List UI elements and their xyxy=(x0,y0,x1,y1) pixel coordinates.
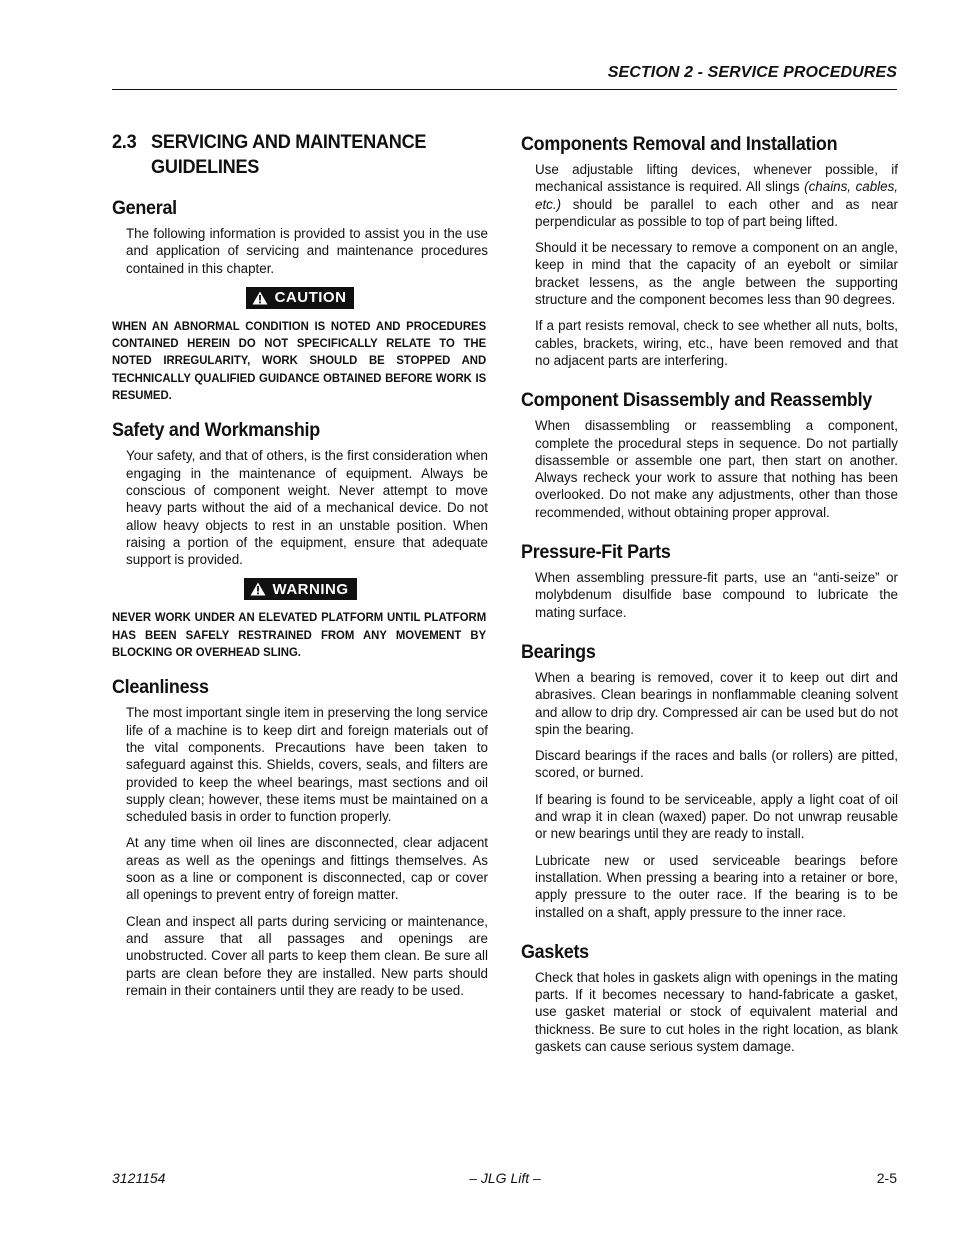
section-number: 2.3 xyxy=(112,131,137,153)
gaskets-heading: Gaskets xyxy=(521,940,589,963)
pressure-fit-heading: Pressure-Fit Parts xyxy=(521,541,671,564)
removal-heading: Components Removal and Installation xyxy=(521,133,838,155)
removal-paragraph-3: If a part resists removal, check to see whether all nuts, bolts, cables, brackets, wiring, etc., have been removed and that no adjacent parts are interfering. xyxy=(535,318,898,368)
caution-banner-wrap xyxy=(112,287,488,310)
gaskets-paragraph: Check that holes in gaskets align with openings in the mating parts. If it becomes necessary to hand-fabricate a gasket, use gasket material or stock of equivalent material and thickness. Be sure to cut holes in the right location, as blank gaskets can cause serious system damage. xyxy=(535,969,898,1054)
warning-label: WARNING xyxy=(272,580,349,598)
caution-banner xyxy=(246,287,355,309)
warning-triangle-icon xyxy=(250,582,266,596)
caution-label: CAUTION xyxy=(274,289,347,307)
bearings-paragraph-3: If bearing is found to be serviceable, apply a light coat of oil and wrap it in clean (waxed) paper. Do not unwrap reusable or new bearings until they are ready to install. xyxy=(535,791,898,842)
warning-text: NEVER WORK UNDER AN ELEVATED PLATFORM UNTIL PLATFORM HAS BEEN SAFELY RESTRAINED FROM ANY MOVEMENT BY BLOCKING OR OVERHEAD SLING. xyxy=(112,610,487,660)
warning-banner-wrap xyxy=(112,578,488,601)
bearings-heading: Bearings xyxy=(521,640,596,663)
bearings-paragraph-1: When a bearing is removed, cover it to keep out dirt and abrasives. Clean bearings in nonflammable cleaning solvent and allow to drip dry. Compressed air can be used but do not spin the bearing. xyxy=(535,669,898,737)
footer-doc-number: 3121154 xyxy=(112,1170,166,1186)
general-heading: General xyxy=(112,197,177,219)
cleanliness-paragraph-3: Clean and inspect all parts during servicing or maintenance, and assure that all passages and openings are unobstructed. Cover all parts to keep them clean. Be sure all parts are clean before they are installed. New parts should remain in their containers until they are ready to be used. xyxy=(126,913,488,998)
header-section-title: SECTION 2 - SERVICE PROCEDURES xyxy=(607,64,897,81)
pressure-fit-paragraph: When assembling pressure-fit parts, use an “anti-seize” or molybdenum disulfide base compound to lubricate the mating surface. xyxy=(535,570,898,620)
disassembly-heading: Component Disassembly and Reassembly xyxy=(521,389,872,412)
removal-paragraph-1: Use adjustable lifting devices, whenever possible, if mechanical assistance is required. All slings (chains, cables, etc.) should be parallel to each other and as near perpendicular as possible to top of part being lifted. xyxy=(535,162,898,229)
warning-banner xyxy=(244,578,357,600)
header-rule xyxy=(112,89,897,90)
safety-heading: Safety and Workmanship xyxy=(112,419,320,442)
disassembly-paragraph: When disassembling or reassembling a component, complete the procedural steps in sequence. Do not partially disassemble or assemble one part, then start on another. Always recheck your work to assure that nothing has been overlooked. Do not make any adjustments, other than those recommended, without obtaining proper approval. xyxy=(535,418,898,520)
cleanliness-paragraph-1: The most important single item in preserving the long service life of a machine is to keep dirt and foreign materials out of the vital components. Precautions have been taken to safeguard against this. Shields, covers, seals, and filters are provided to keep the wheel bearings, mast sections and oil supply clean; however, these items must be maintained on a scheduled basis in order to function properly. xyxy=(126,705,488,825)
right-column xyxy=(521,130,898,1064)
footer-center-text: – JLG Lift – xyxy=(469,1170,541,1186)
cleanliness-heading: Cleanliness xyxy=(112,676,209,699)
section-heading xyxy=(112,130,462,180)
removal-paragraph-2: Should it be necessary to remove a component on an angle, keep in mind that the capacity of an eyebolt or similar bracket lessens, as the angle between the supporting structure and the component becomes less than 90 degrees. xyxy=(535,240,898,308)
general-paragraph: The following information is provided to assist you in the use and application of servicing and maintenance procedures contained in this chapter. xyxy=(126,226,488,276)
cleanliness-paragraph-2: At any time when oil lines are disconnected, clear adjacent areas as well as the openings and fittings themselves. As soon as a line or component is disconnected, cap or cover all openings to prevent entry of foreign matter. xyxy=(126,835,488,903)
left-column xyxy=(112,130,488,1008)
safety-paragraph: Your safety, and that of others, is the first consideration when engaging in the maintenance of equipment. Always be conscious of component weight. Never attempt to move heavy parts without the aid of a mechanical device. Do not allow heavy objects to rest in an unstable position. When raising a portion of the equipment, ensure that adequate support is provided. xyxy=(126,448,488,568)
bearings-paragraph-4: Lubricate new or used serviceable bearings before installation. When pressing a bearing into a retainer or bore, apply pressure to the outer race. If the bearing is to be installed on a shaft, apply pressure to the inner race. xyxy=(535,852,898,920)
section-title: SERVICING AND MAINTENANCE GUIDELINES xyxy=(151,131,427,178)
bearings-paragraph-2: Discard bearings if the races and balls (or rollers) are pitted, scored, or burned. xyxy=(535,748,898,781)
caution-text: WHEN AN ABNORMAL CONDITION IS NOTED AND PROCEDURES CONTAINED HEREIN DO NOT SPECIFICALLY RELATE TO THE NOTED IRREGULARITY, WORK SHOULD BE STOPPED AND TECHNICALLY QUALIFIED GUIDANCE OBTAINED BEFORE WORK IS RESUMED. xyxy=(112,318,487,403)
warning-triangle-icon xyxy=(252,291,268,305)
footer-page-number: 2-5 xyxy=(876,1170,897,1186)
